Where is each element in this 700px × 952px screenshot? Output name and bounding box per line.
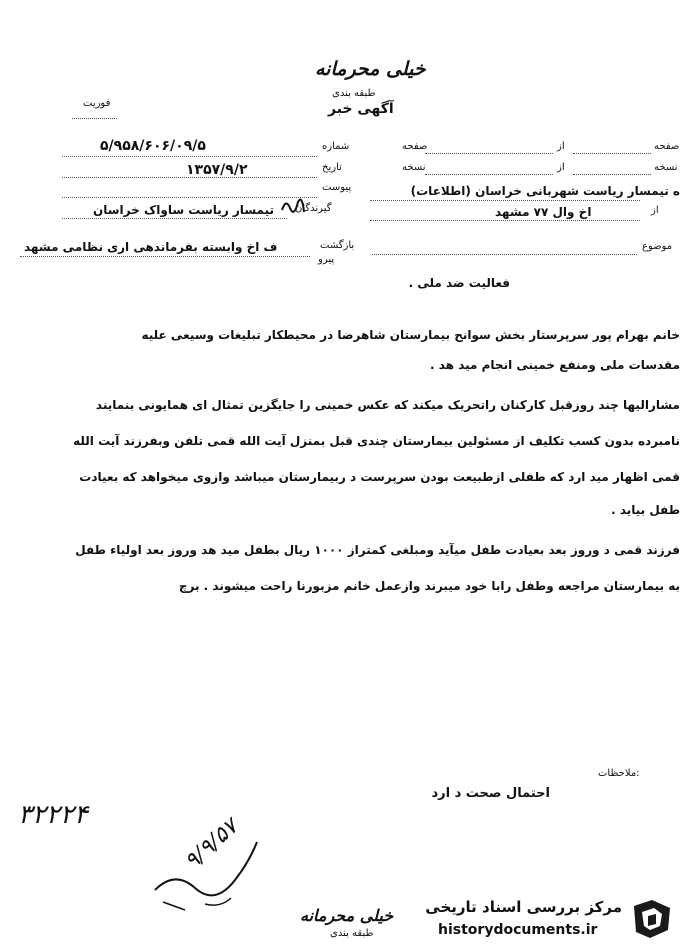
subject-label: موضوع [642,241,673,252]
date-value: ۱۳۵۷/۹/۲ [186,162,248,178]
attachment-line [62,197,317,198]
page-line-a [573,153,651,154]
recipient-line [62,218,287,219]
copy-of-label: از [557,162,565,173]
page-line-b [425,153,553,154]
from-line [370,220,640,221]
copy-line-a [573,174,651,175]
body-heading: فعالیت ضد ملی . [408,276,510,290]
recipient-value: تیمسار ریاست ساواک خراسان [93,203,274,217]
copy-label: نسخه [654,162,678,173]
followup-label: پیرو [318,254,335,265]
recipient-label: گیرندگان [295,203,332,214]
classification-bottom: خیلی محرمانه [300,906,394,925]
to-line [370,200,640,201]
body-line-4: نامبرده بدون کسب تکلیف از مسئولین بیمارستان چندی قبل بمنزل آیت الله قمی تلفن وبفرزند آیت الله [73,434,680,448]
body-line-6: طفل بیاید . [611,503,680,517]
date-label: تاریخ [322,162,342,173]
reference-line [20,256,310,257]
body-line-8: به بیمارستان مراجعه وطفل رابا خود میبرند وازعمل خانم مزبورنا راحت میشوند . برچ [178,579,680,593]
to-value: ه تیمسار ریاست شهربانی خراسان (اطلاعات) [410,184,680,198]
watermark-title: مرکز بررسی اسناد تاریخی [425,898,622,916]
classification-top: خیلی محرمانه [315,58,426,80]
body-line-3: مشارالیها چند روزقبل کارکنان راتحریک میکند که عکس خمینی را جایگزین تمثال ای همایونی بنمایند [95,398,680,412]
urgency-label: فوریت [83,98,111,109]
body-line-7: فرزند قمی د وروز بعد بعیادت طفل میآید ومبلغی کمتراز ۱۰۰۰ ریال بطفل مید هد وروز بعد اولیاء طفل [75,543,680,557]
body-line-2: مقدسات ملی ومنفع خمینی انجام مید هد . [430,358,680,372]
classification-label-bottom: طبقه بندی [330,928,374,939]
form-type: آگهی خبر [328,101,394,117]
reference-label: بازگشت [320,240,355,251]
attachment-label: پیوست [322,182,352,193]
page-of-label: از [557,141,565,152]
copy-label-mid: نسخه [402,162,426,173]
urgency-line [72,118,117,119]
subject-line [372,254,637,255]
from-label: از [651,205,659,216]
handwritten-number: ۳۲۲۲۴ [18,800,88,830]
number-line [62,156,317,157]
body-line-1: خانم بهرام پور سرپرستار بخش سوانح بیمارستان شاهرضا در محیطکار تبلیغات وسیعی علیه [141,328,680,342]
remarks-label: ملاحظات: [598,768,640,779]
number-label: شماره [322,141,350,152]
number-value: ۵/۹۵۸/۶۰۶/۰۹/۵ [100,138,206,154]
page-label: صفحه [654,141,680,152]
body-line-5: قمی اظهار مید ارد که طفلی ازطبیعت بودن سرپرست د ربیمارستان میباشد وازوی میخواهد که بعیادت [79,470,680,484]
copy-line-b [425,174,553,175]
classification-label-top: طبقه بندی [332,88,376,99]
page-label-mid: صفحه [402,141,428,152]
reference-value: ف اخ وابسته بفرماندهی اری نظامی مشهد [24,240,278,254]
remarks-value: احتمال صحت د ارد [431,786,550,801]
handwritten-date: ۹/۹/۵۷ [180,814,243,875]
watermark-url: historydocuments.ir [438,922,598,938]
watermark-logo-icon [628,898,676,942]
from-value: اخ وال ۷۷ مشهد [495,205,592,219]
recipient-checkmark [280,196,308,220]
